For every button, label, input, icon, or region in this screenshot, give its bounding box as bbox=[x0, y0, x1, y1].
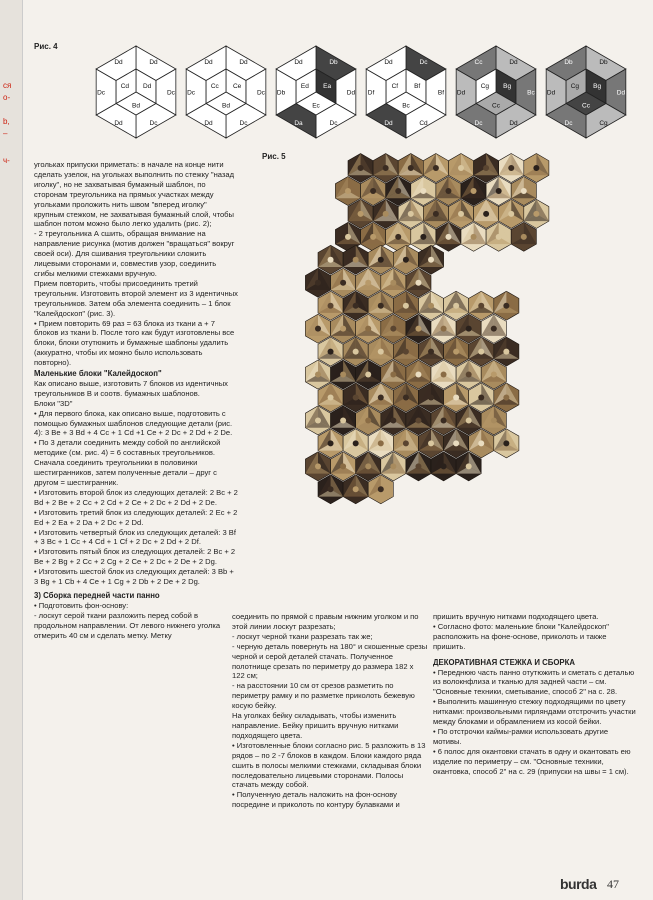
hexagon-inner-label: Ce bbox=[232, 83, 242, 91]
page-number: 47 bbox=[607, 877, 619, 891]
figure5-label: Рис. 5 bbox=[262, 152, 286, 161]
quilt-block bbox=[444, 291, 469, 320]
quilt-block bbox=[444, 429, 469, 458]
hexagon-inner-label: Cc bbox=[210, 83, 219, 91]
quilt-block bbox=[331, 452, 356, 481]
figure4-label: Рис. 4 bbox=[34, 42, 58, 51]
quilt-block bbox=[381, 452, 406, 481]
quilt-block bbox=[456, 406, 481, 435]
col2-paragraph: - лоскут черной ткани разрезать так же; bbox=[232, 631, 373, 641]
hexagon-inner-label: Cg bbox=[480, 83, 490, 91]
hexagon-outer-label: Dc bbox=[166, 89, 175, 97]
quilt-block bbox=[305, 314, 330, 343]
col3-paragraph: пришить вручную нитками подходящего цвета. bbox=[433, 612, 599, 621]
hexagon-outer-label: Dd bbox=[346, 89, 356, 97]
hexagon-inner-label: Cc bbox=[492, 102, 500, 110]
col1-paragraph: • Изготовить пятый блок из следующих деталей: 2 Bc + 2 Be + 2 Bg + 2 Cc + 2 Cg + 2 Ce + 2 Dc + 2 De + 2 Dg. bbox=[34, 547, 236, 567]
hexagon-inner-label: Bg bbox=[593, 83, 602, 91]
hexagon-outer-label: Bf bbox=[437, 89, 445, 97]
quilt-block bbox=[499, 199, 524, 228]
quilt-block bbox=[481, 314, 506, 343]
col2-paragraph: • Изготовленные блоки согласно рис. 5 разложить в 13 рядов – по 2 -7 блоков в каждом. Блоки каждого ряда сшить в полосы мелкими стежками, складывая блоки последовательно лицевыми сторонами. Полосы стачать между собой. bbox=[232, 740, 426, 790]
quilt-block bbox=[494, 429, 519, 458]
col3-paragraph: • Согласно фото: маленькие блоки "Калейдоскоп" расположить на фоне-основе, приколоть и также пришить. bbox=[433, 621, 609, 651]
quilt-block bbox=[381, 314, 406, 343]
col2-paragraph: соединить по прямой с правым нижним уголком и по этой линии лоскут разрезать; bbox=[232, 612, 419, 631]
col3-paragraph: • 6 полос для окантовки стачать в одну и окантовать ею изделие по периметру – см. "Основные техники, окантовка, способ 2" на с. 29 (припуски на швы = 1 см). bbox=[433, 746, 631, 776]
col1-paragraph: Как описано выше, изготовить 7 блоков из идентичных треугольников B и соотв. бумажных шаблонов. bbox=[34, 378, 228, 398]
quilt-block bbox=[474, 199, 499, 228]
edge-text-3: b, bbox=[3, 117, 10, 126]
previous-page-edge bbox=[0, 0, 23, 900]
hexagon-outer-label: Df bbox=[367, 89, 375, 97]
edge-text-2: о- bbox=[3, 93, 11, 102]
col1-paragraph: • Изготовить второй блок из следующих деталей: 2 Bc + 2 Bd + 2 Be + 2 Cc + 2 Cd + 2 Ce + 2 Dc + 2 Dd + 2 De. bbox=[34, 487, 238, 507]
quilt-block bbox=[373, 154, 398, 183]
hexagon-outer-label: Db bbox=[329, 59, 338, 67]
quilt-block bbox=[469, 383, 494, 412]
figure4-hexagons bbox=[90, 42, 640, 142]
quilt-block bbox=[419, 383, 444, 412]
quilt-block bbox=[343, 337, 368, 366]
quilt-block bbox=[406, 314, 431, 343]
quilt-block bbox=[348, 199, 373, 228]
quilt-photo bbox=[300, 150, 645, 610]
hexagon-outer-label: Db bbox=[276, 89, 286, 97]
hexagon-inner-label: Cg bbox=[570, 83, 580, 91]
text-column-1 bbox=[34, 160, 238, 641]
hexagon-outer-label: Dc bbox=[239, 119, 248, 127]
hexagon-outer-label: Dc bbox=[474, 119, 483, 127]
hexagon-outer-label: Db bbox=[564, 59, 573, 67]
hexagon-outer-label: Dc bbox=[256, 89, 265, 97]
hexagon-diagram bbox=[180, 42, 272, 142]
quilt-block bbox=[393, 429, 418, 458]
quilt-block bbox=[343, 383, 368, 412]
col3-paragraph: • Переднюю часть панно отутюжить и сметать с деталью из волокнфлиза и тканью для задней части – см. "Основные техники, сметывание, способ 2" на с. 28. bbox=[433, 667, 635, 697]
quilt-block bbox=[419, 429, 444, 458]
quilt-block bbox=[481, 360, 506, 389]
quilt-block bbox=[318, 475, 343, 504]
quilt-block bbox=[524, 154, 549, 183]
edge-text-4: – bbox=[3, 129, 8, 138]
quilt-block bbox=[356, 452, 381, 481]
quilt-block bbox=[318, 245, 343, 274]
quilt-block bbox=[456, 360, 481, 389]
quilt-block bbox=[449, 199, 474, 228]
text-column-2 bbox=[232, 612, 428, 810]
quilt-block bbox=[373, 199, 398, 228]
quilt-block bbox=[469, 291, 494, 320]
quilt-block bbox=[381, 268, 406, 297]
quilt-block bbox=[305, 268, 330, 297]
text-column-3 bbox=[433, 612, 638, 777]
hexagon-inner-label: Ea bbox=[323, 83, 332, 91]
edge-text-5: ч- bbox=[3, 156, 10, 165]
quilt-block bbox=[456, 452, 481, 481]
col1-paragraph: Сначала соединить треугольники в половинки шестигранников, затем полученные детали – друг с другом = шестигранник. bbox=[34, 458, 217, 487]
hexagon-inner-label: Bg bbox=[503, 83, 512, 91]
col1-paragraph: угольках припуски приметать: в начале на конце нити сделать узелок, на угольках выполнить по стежку "назад иголку", но не захватывая бумажный шаблон, по сторонам треугольника на прямых участках между угольками проложить нить швом "вперед иголку" крупным стежком, не захватывая бумажный слой, чтобы шаблон потом можно было легко удалить (рис. 2); bbox=[34, 160, 235, 229]
quilt-block bbox=[411, 177, 436, 206]
hexagon-diagram bbox=[360, 42, 452, 142]
hexagon-outer-label: Dc bbox=[564, 119, 573, 127]
quilt-block bbox=[305, 360, 330, 389]
heading-quilting: ДЕКОРАТИВНАЯ СТЕЖКА И СБОРКА bbox=[433, 657, 576, 667]
quilt-block bbox=[343, 475, 368, 504]
quilt-block bbox=[406, 268, 431, 297]
quilt-block bbox=[343, 291, 368, 320]
quilt-block bbox=[331, 268, 356, 297]
quilt-block bbox=[511, 222, 536, 251]
quilt-block bbox=[456, 314, 481, 343]
quilt-block bbox=[469, 337, 494, 366]
hexagon-inner-label: Dd bbox=[142, 83, 152, 91]
quilt-block bbox=[368, 291, 393, 320]
quilt-block bbox=[398, 154, 423, 183]
col1-paragraph: • Для первого блока, как описано выше, подготовить с помощью бумажных шаблонов следующие детали (рис. 4): 3 Be + 3 Bd + 4 Cc + 1 Cd +1 Ce + 2 Dc + 2 Dd + 2 De. bbox=[34, 408, 233, 438]
quilt-block bbox=[386, 177, 411, 206]
hexagon-outer-label: Dd bbox=[509, 59, 518, 67]
quilt-block bbox=[343, 429, 368, 458]
hexagon-inner-label: Cd bbox=[120, 83, 130, 91]
hexagon-outer-label: Dd bbox=[546, 89, 556, 97]
hexagon-inner-label: Cc bbox=[582, 102, 590, 110]
quilt-block bbox=[419, 291, 444, 320]
col3-paragraph: • По отстрочки каймы-рамки использовать другие мотивы. bbox=[433, 726, 609, 746]
hexagon-outer-label: Dc bbox=[329, 119, 338, 127]
quilt-block bbox=[444, 383, 469, 412]
col1-paragraph: • Прием повторить 69 раз = 63 блока из ткани a + 7 блоков из ткани b. После того как будут изготовлены все блоки, блоки отутюжить и бумажные шаблоны удалить (аккуратно, чтобы их можно было использовать повторно). bbox=[34, 318, 235, 368]
col2-paragraph: - на расстоянии 10 см от срезов разметить по периметру рамку и по разметке приколоть бежевую косую бейку. bbox=[232, 681, 415, 711]
hexagon-inner-label: Bd bbox=[222, 102, 230, 110]
hexagon-outer-label: Dd bbox=[384, 119, 393, 127]
col1-paragraph: • Изготовить шестой блок из следующих деталей: 3 Bb + 3 Bg + 1 Cb + 4 Ce + 1 Cg + 2 Db + 2 De + 2 Dg. bbox=[34, 567, 234, 587]
quilt-block bbox=[423, 199, 448, 228]
quilt-block bbox=[331, 314, 356, 343]
quilt-block bbox=[398, 199, 423, 228]
hexagon-outer-label: Dd bbox=[384, 59, 393, 67]
quilt-block bbox=[368, 337, 393, 366]
hexagon-outer-label: Dd bbox=[239, 59, 248, 67]
quilt-block bbox=[381, 406, 406, 435]
quilt-block bbox=[368, 475, 393, 504]
quilt-block bbox=[494, 383, 519, 412]
quilt-block bbox=[406, 360, 431, 389]
hexagon-outer-label: Dd bbox=[509, 119, 518, 127]
col1-paragraph: • Изготовить четвертый блок из следующих деталей: 3 Bf + 3 Bc + 1 Cc + 4 Cd + 1 Cf + 2 Dc + 2 Dd + 2 Df. bbox=[34, 527, 236, 547]
hexagon-outer-label: Dc bbox=[149, 119, 158, 127]
quilt-block bbox=[419, 337, 444, 366]
quilt-block bbox=[474, 154, 499, 183]
quilt-block bbox=[469, 429, 494, 458]
quilt-block bbox=[486, 222, 511, 251]
hexagon-diagram bbox=[450, 42, 542, 142]
hexagon-inner-label: Cf bbox=[391, 83, 399, 91]
hexagon-outer-label: Bc bbox=[527, 89, 535, 97]
edge-text-1: ся bbox=[3, 81, 12, 90]
quilt-block bbox=[335, 177, 360, 206]
hexagon-outer-label: Dd bbox=[294, 59, 303, 67]
col1-paragraph: • По 3 детали соединить между собой по английской методике (см. рис. 4) = 6 составных треугольников. bbox=[34, 438, 221, 458]
quilt-block bbox=[449, 154, 474, 183]
hexagon-outer-label: Db bbox=[599, 59, 608, 67]
quilt-block bbox=[511, 177, 536, 206]
quilt-block bbox=[368, 429, 393, 458]
quilt-block bbox=[406, 452, 431, 481]
quilt-block bbox=[318, 291, 343, 320]
quilt-block bbox=[486, 177, 511, 206]
col2-paragraph: - черную деталь повернуть на 180° и скошенные срезы черной и серой деталей стачать. Полученное полотнище срезать по периметру до размера 182 х 122 см; bbox=[232, 641, 428, 681]
quilt-block bbox=[381, 360, 406, 389]
hexagon-outer-label: Dd bbox=[114, 119, 123, 127]
hexagon-diagram bbox=[270, 42, 362, 142]
quilt-block bbox=[331, 360, 356, 389]
quilt-block bbox=[318, 337, 343, 366]
quilt-block bbox=[318, 383, 343, 412]
col2-paragraph: На уголках бейку складывать, чтобы изменить направление. Бейку пришить вручную нитками подходящего цвета. bbox=[232, 711, 399, 740]
hexagon-outer-label: Dd bbox=[456, 89, 466, 97]
hexagon-diagram bbox=[90, 42, 182, 142]
quilt-block bbox=[406, 406, 431, 435]
hexagon-outer-label: Dd bbox=[616, 89, 626, 97]
quilt-block bbox=[356, 406, 381, 435]
col1-paragraph: • Подготовить фон-основу: bbox=[34, 600, 129, 610]
col1-paragraph: - лоскут серой ткани разложить перед собой в продольном направлении. От левого нижнего уголка отмерить 40 см и сделать метку. Метку bbox=[34, 610, 221, 640]
quilt-block bbox=[431, 360, 456, 389]
quilt-block bbox=[431, 406, 456, 435]
hexagon-outer-label: Dc bbox=[97, 89, 106, 97]
burda-logo: burda bbox=[560, 876, 597, 892]
col3-paragraph: • Выполнить машинную стежку подходящими по цвету нитками: произвольными гирляндами отстрочить участки между блоками и обрамлением из косой бейки. bbox=[433, 697, 636, 727]
hexagon-outer-label: Cd bbox=[419, 119, 428, 127]
quilt-block bbox=[393, 291, 418, 320]
quilt-block bbox=[524, 199, 549, 228]
quilt-block bbox=[356, 268, 381, 297]
quilt-block bbox=[305, 452, 330, 481]
hexagon-outer-label: Dd bbox=[204, 59, 213, 67]
col1-paragraph: - 2 треугольника А сшить, обращая внимание на направление рисунка (мотив должен "вращаться" вокруг своей оси). Для сшивания треугольники сложить лицевыми сторонами и, совместив узор, соединить сгибы мелкими стежками вручную. bbox=[34, 229, 235, 278]
hexagon-outer-label: Dc bbox=[419, 59, 428, 67]
hexagon-outer-label: Dc bbox=[187, 89, 196, 97]
hexagon-outer-label: Cg bbox=[599, 119, 608, 127]
quilt-block bbox=[431, 314, 456, 343]
heading-small-blocks: Маленькие блоки "Калейдоскоп" bbox=[34, 369, 162, 379]
col1-paragraph: • Изготовить третий блок из следующих деталей: 2 Ec + 2 Ed + 2 Ea + 2 Da + 2 Dc + 2 Dd. bbox=[34, 507, 238, 527]
quilt-block bbox=[331, 406, 356, 435]
hexagon-inner-label: Bf bbox=[414, 83, 421, 91]
hexagon-outer-label: Dd bbox=[114, 59, 123, 67]
quilt-block bbox=[356, 360, 381, 389]
quilt-block bbox=[431, 452, 456, 481]
hexagon-inner-label: Bd bbox=[132, 102, 140, 110]
quilt-block bbox=[494, 337, 519, 366]
quilt-block bbox=[461, 177, 486, 206]
quilt-block bbox=[393, 337, 418, 366]
quilt-block bbox=[318, 429, 343, 458]
hexagon-outer-label: Da bbox=[294, 119, 303, 127]
quilt-block bbox=[444, 337, 469, 366]
heading-assembly: 3) Сборка передней части панно bbox=[34, 590, 160, 600]
hexagon-outer-label: Dd bbox=[204, 119, 213, 127]
hexagon-inner-label: Ec bbox=[312, 102, 320, 110]
quilt-block bbox=[356, 314, 381, 343]
quilt-block bbox=[436, 222, 461, 251]
hexagon-outer-label: Dd bbox=[149, 59, 158, 67]
hexagon-diagram bbox=[540, 42, 632, 142]
quilt-block bbox=[393, 383, 418, 412]
hexagon-outer-label: Cc bbox=[474, 59, 483, 67]
hexagon-inner-label: Ed bbox=[300, 83, 309, 91]
col1-paragraph: Прием повторить, чтобы присоединить третий треугольник. Изготовить второй элемент из 3 идентичных треугольников. Затем оба элемента соединить – 1 блок "Калейдоскоп" (рис. 3). bbox=[34, 278, 238, 318]
hexagon-inner-label: Bc bbox=[402, 102, 410, 110]
col1-paragraph: Блоки "3D" bbox=[34, 398, 73, 408]
quilt-block bbox=[499, 154, 524, 183]
quilt-block bbox=[361, 177, 386, 206]
quilt-block bbox=[481, 406, 506, 435]
quilt-block bbox=[305, 406, 330, 435]
quilt-block bbox=[348, 154, 373, 183]
quilt-block bbox=[461, 222, 486, 251]
quilt-block bbox=[494, 291, 519, 320]
quilt-block bbox=[436, 177, 461, 206]
quilt-block bbox=[423, 154, 448, 183]
quilt-block bbox=[368, 383, 393, 412]
col2-paragraph: • Полученную деталь наложить на фон-основу посредине и приколоть по контуру булавками и bbox=[232, 790, 400, 810]
